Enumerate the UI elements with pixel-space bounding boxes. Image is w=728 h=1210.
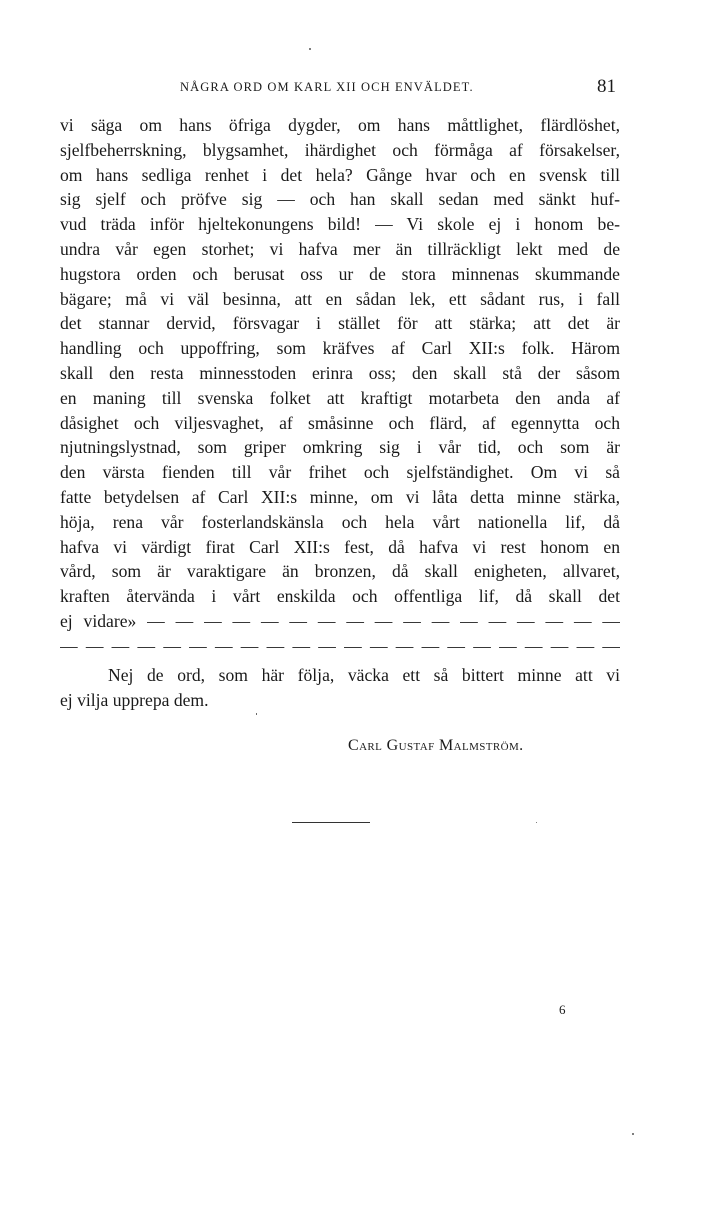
section-divider — [292, 822, 370, 823]
paper-speck — [256, 713, 257, 715]
text-line: hafva vi värdigt firat Carl XII:s fest, då hafva vi rest honom en — [60, 536, 620, 557]
text-line: handling och uppoffring, som kräfves af Carl XII:s folk. Härom — [60, 338, 620, 359]
paragraph-1 — [60, 113, 620, 659]
text-line: om hans sedliga renhet i det hela? Gånge hvar och en svensk till — [60, 164, 620, 185]
text-line: dåsighet och viljesvaghet, af småsinne och flärd, af egennytta och — [60, 412, 620, 433]
text-line: njutningslystnad, som griper omkring sig i vår tid, och som är — [60, 437, 620, 458]
text-line: Nej de ord, som här följa, väcka ett så bittert minne att vi — [108, 665, 620, 685]
text-line: vud träda inför hjeltekonungens bild! — Vi skole ej i honom be- — [60, 214, 620, 235]
running-head — [60, 76, 630, 100]
running-title: NÅGRA ORD OM KARL XII OCH ENVÄLDET. — [180, 80, 474, 94]
author-signature: Carl Gustaf Malmström. — [348, 737, 524, 754]
text-line: fatte betydelsen af Carl XII:s minne, om vi låta detta minne stärka, — [60, 486, 620, 507]
text-line-dashes: ej vidare» — — — — — — — — — — — — — — — — — — [60, 610, 620, 631]
text-line: hugstora orden och berusat oss ur de stora minnenas skummande — [60, 263, 620, 284]
text-line: en maning till svenska folket att kraftigt motarbeta den anda af — [60, 387, 620, 408]
text-line: höja, rena vår fosterlandskänsla och hela vårt nationella lif, då — [60, 511, 620, 532]
text-line: det stannar dervid, försvagar i stället för att stärka; att det är — [60, 313, 620, 334]
text-line: sjelfbeherrskning, blygsamhet, ihärdighet och förmåga af försakelser, — [60, 139, 620, 160]
dash-line: — — — — — — — — — — — — — — — — — — — — — — — [60, 635, 620, 656]
page-number: 81 — [597, 76, 616, 97]
text-line: sig sjelf och pröfve sig — och han skall sedan med sänkt huf- — [60, 189, 620, 210]
text-line: bägare; må vi väl besinna, att en sådan lek, ett sådant rus, i fall — [60, 288, 620, 309]
paper-speck — [309, 48, 311, 50]
text-line: undra vår egen storhet; vi hafva mer än tillräckligt lekt med de — [60, 238, 620, 259]
paragraph-2 — [60, 663, 620, 713]
printer-signature-mark: 6 — [559, 1002, 566, 1017]
text-line: den värsta fienden till vår frihet och sjelfständighet. Om vi så — [60, 462, 620, 483]
paper-speck — [536, 822, 537, 823]
text-line: vård, som är varaktigare än bronzen, då skall enigheten, allvaret, — [60, 561, 620, 582]
paper-speck — [632, 1133, 634, 1135]
text-line: kraften återvända i vårt enskilda och offentliga lif, då skall det — [60, 586, 620, 607]
text-line: skall den resta minnesstoden erinra oss; den skall stå der såsom — [60, 362, 620, 383]
text-line: vi säga om hans öfriga dygder, om hans måttlighet, flärdlöshet, — [60, 115, 620, 135]
text-line: ej vilja upprepa dem. — [60, 689, 209, 710]
